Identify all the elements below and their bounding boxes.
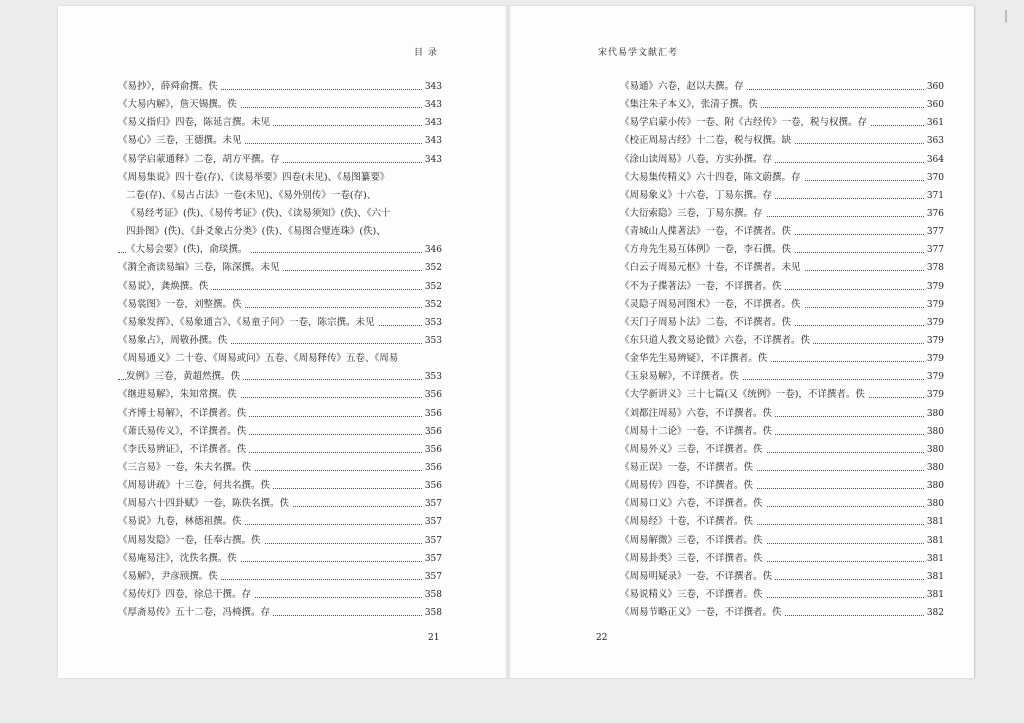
- toc-entry: [118, 278, 442, 296]
- toc-entry: [620, 350, 944, 368]
- toc-entry: [118, 205, 442, 223]
- toc-entry-title: 《大衍索隐》三卷，丁易东撰。存: [620, 205, 766, 223]
- toc-entry-page: 343: [422, 132, 442, 150]
- toc-entry-title: 《易学启蒙通释》二卷，胡方平撰。存: [118, 151, 283, 169]
- toc-entry-title: 《周易通义》二十卷、《周易或问》五卷、《周易释传》五卷、《周易: [118, 350, 401, 368]
- toc-entry-page: 379: [924, 350, 944, 368]
- toc-entry-title: 《青城山人揲著法》一卷，不详撰者。佚: [620, 223, 794, 241]
- toc-entry-title: 《继进易解》，朱知常撰。佚: [118, 386, 240, 404]
- toc-entry-title: 《大易会要》(佚)，俞琰撰。: [126, 241, 250, 259]
- toc-entry: [118, 350, 442, 368]
- toc-entry-title: 《刘都注周易》六卷，不详撰者。佚: [620, 405, 775, 423]
- right-page-header: 宋代易学文献汇考: [598, 48, 679, 58]
- toc-entry: [620, 513, 944, 531]
- toc-entry: [118, 96, 442, 114]
- toc-entry-title: 《周易十二论》一卷，不详撰者。佚: [620, 423, 775, 441]
- right-toc-column: [620, 78, 944, 622]
- toc-entry: [620, 314, 944, 332]
- toc-entry: [118, 423, 442, 441]
- toc-entry: [118, 459, 442, 477]
- toc-entry-page: 377: [924, 241, 944, 259]
- toc-entry: [620, 169, 944, 187]
- toc-entry-title: 二卷(存)、《易古占法》一卷(未见)、《易外别传》一卷(存)、: [126, 187, 379, 205]
- toc-entry: [620, 459, 944, 477]
- toc-entry-title: 《齐博士易解》，不详撰者。佚: [118, 405, 249, 423]
- left-page-header: 目 录: [414, 48, 438, 58]
- toc-entry: [118, 550, 442, 568]
- toc-entry-title: 《易正误》一卷，不详撰者。佚: [620, 459, 756, 477]
- toc-entry-page: 380: [924, 405, 944, 423]
- toc-entry-title: 《易庵易注》，沈佚名撰。佚: [118, 550, 240, 568]
- toc-entry-page: 380: [924, 477, 944, 495]
- left-page-number: 21: [428, 633, 440, 643]
- toc-entry-page: 357: [422, 568, 442, 586]
- toc-entry-page: 357: [422, 495, 442, 513]
- toc-entry-title: 《易象占》，周敬孙撰。佚: [118, 332, 230, 350]
- toc-entry: [620, 332, 944, 350]
- toc-entry-title: 《周易外义》三卷，不详撰者。佚: [620, 441, 766, 459]
- toc-entry: [620, 532, 944, 550]
- toc-entry-page: 353: [422, 368, 442, 386]
- toc-entry-page: 352: [422, 278, 442, 296]
- toc-entry-title: 《周易象义》十六卷，丁易东撰。存: [620, 187, 775, 205]
- toc-entry-title: 《李氏易辨证》，不详撰者。佚: [118, 441, 249, 459]
- toc-entry: [620, 132, 944, 150]
- toc-entry: [620, 568, 944, 586]
- toc-entry-page: 377: [924, 223, 944, 241]
- toc-entry: [118, 568, 442, 586]
- toc-entry: [118, 169, 442, 187]
- toc-entry-title: 《周易六十四卦赋》一卷，陈佚名撰。佚: [118, 495, 292, 513]
- toc-entry-page: 343: [422, 114, 442, 132]
- toc-entry-title: 《厚斋易传》五十二卷，冯椅撰。存: [118, 604, 273, 622]
- scan-mark: |: [1004, 8, 1009, 22]
- toc-entry-page: 379: [924, 296, 944, 314]
- toc-entry-page: 378: [924, 259, 944, 277]
- toc-entry: [620, 151, 944, 169]
- toc-entry-page: 343: [422, 96, 442, 114]
- toc-entry-title: 《易裳图》一卷，刘整撰。佚: [118, 296, 245, 314]
- toc-entry-title: 《易说》，龚焕撰。佚: [118, 278, 211, 296]
- toc-entry-title: 《三言易》一卷，朱夫名撰。佚: [118, 459, 254, 477]
- toc-entry-page: 361: [924, 114, 944, 132]
- toc-entry: [620, 205, 944, 223]
- toc-entry-title: 《方舟先生易互体例》一卷，李石撰。佚: [620, 241, 794, 259]
- toc-entry-page: 353: [422, 332, 442, 350]
- toc-entry-title: 四卦图》(佚)、《卦爻象占分类》(佚)、《易图合璧连珠》(佚)、: [126, 223, 389, 241]
- toc-entry-title: 《校正周易古经》十二卷，税与权撰。缺: [620, 132, 794, 150]
- toc-entry-page: 363: [924, 132, 944, 150]
- toc-entry-page: 356: [422, 386, 442, 404]
- toc-entry: [118, 114, 442, 132]
- toc-entry-title: 《周易集说》四十卷(存)、《读易举要》四卷(未见)、《易图纂要》: [118, 169, 392, 187]
- toc-entry-page: 356: [422, 441, 442, 459]
- toc-entry-page: 379: [924, 386, 944, 404]
- toc-entry-title: 《周易经》十卷，不详撰者。佚: [620, 513, 756, 531]
- toc-entry-title: 《金华先生易辨疑》，不详撰者。佚: [620, 350, 770, 368]
- toc-entry-title: 《萧氏易传义》，不详撰者。佚: [118, 423, 249, 441]
- toc-entry-page: 380: [924, 441, 944, 459]
- toc-entry-title: 《易解》，尹彦颀撰。佚: [118, 568, 221, 586]
- toc-entry-title: 《大易内解》，詹天锡撰。佚: [118, 96, 240, 114]
- toc-entry-title: 《东只道人教文易论微》六卷，不详撰者。佚: [620, 332, 813, 350]
- toc-entry: [620, 296, 944, 314]
- toc-entry: [620, 223, 944, 241]
- toc-entry-page: 352: [422, 259, 442, 277]
- toc-entry-title: 《易说》九卷，林德祖撰。佚: [118, 513, 245, 531]
- toc-entry-title: 《周易节略正义》一卷，不详撰者。佚: [620, 604, 785, 622]
- toc-entry-title: 《易义指归》四卷，陈延言撰。未见: [118, 114, 273, 132]
- toc-entry-title: 《漪全斋读易编》三卷，陈深撰。未见: [118, 259, 283, 277]
- toc-entry-page: 371: [924, 187, 944, 205]
- toc-entry-page: 357: [422, 513, 442, 531]
- toc-entry-title: 《易通》六卷，赵以夫撰。存: [620, 78, 747, 96]
- spine-fold: [505, 6, 511, 678]
- toc-entry-page: 379: [924, 278, 944, 296]
- toc-entry: [620, 495, 944, 513]
- toc-entry-title: 《易传灯》四卷，徐总干撰。存: [118, 586, 254, 604]
- toc-entry: [620, 259, 944, 277]
- toc-entry-page: 376: [924, 205, 944, 223]
- toc-entry-page: 380: [924, 423, 944, 441]
- toc-entry-page: 356: [422, 405, 442, 423]
- toc-entry-page: 380: [924, 459, 944, 477]
- toc-entry-title: 《周易发隐》一卷，任奉古撰。佚: [118, 532, 264, 550]
- toc-entry-page: 379: [924, 332, 944, 350]
- toc-entry: [620, 405, 944, 423]
- toc-entry: [118, 296, 442, 314]
- toc-entry: [118, 386, 442, 404]
- toc-entry: [620, 386, 944, 404]
- toc-entry: [620, 423, 944, 441]
- toc-entry-page: 358: [422, 604, 442, 622]
- toc-entry: [620, 241, 944, 259]
- toc-entry: [620, 114, 944, 132]
- toc-entry-title: 《易象发挥》、《易象通言》、《易童子问》一卷，陈宗撰。未见: [118, 314, 378, 332]
- toc-entry: [620, 550, 944, 568]
- toc-entry-page: 360: [924, 78, 944, 96]
- toc-entry-title: 《集注朱子本义》，张清子撰。佚: [620, 96, 761, 114]
- toc-entry-title: 《周易口义》六卷，不详撰者。佚: [620, 495, 766, 513]
- toc-entry-title: 《易说精义》三卷，不详撰者。佚: [620, 586, 766, 604]
- toc-entry-page: 346: [422, 241, 442, 259]
- toc-entry: [118, 604, 442, 622]
- toc-entry: [118, 405, 442, 423]
- toc-entry-title: 《大易集传精义》六十四卷，陈文蔚撰。存: [620, 169, 804, 187]
- toc-entry: [118, 477, 442, 495]
- toc-entry: [620, 278, 944, 296]
- toc-entry: [620, 586, 944, 604]
- toc-entry-title: 《灵隐子周易河图术》一卷，不详撰者。佚: [620, 296, 804, 314]
- toc-entry: [118, 78, 442, 96]
- toc-entry-page: 360: [924, 96, 944, 114]
- toc-entry-page: 381: [924, 532, 944, 550]
- toc-entry-title: 《大学新讲义》三十七篇(又《统例》一卷)，不详撰者。佚: [620, 386, 868, 404]
- toc-entry-title: 《涂山读周易》八卷，方实孙撰。存: [620, 151, 775, 169]
- toc-entry: [620, 368, 944, 386]
- toc-entry: [118, 441, 442, 459]
- toc-entry-title: 《玉泉易解》，不详撰者。佚: [620, 368, 742, 386]
- toc-entry-page: 356: [422, 423, 442, 441]
- toc-entry-title: 《周易解微》三卷，不详撰者。佚: [620, 532, 766, 550]
- toc-entry: [118, 532, 442, 550]
- toc-entry-page: 353: [422, 314, 442, 332]
- toc-entry-title: 《易抄》，薛舜俞撰。佚: [118, 78, 221, 96]
- toc-entry: [118, 223, 442, 241]
- toc-entry-page: 356: [422, 459, 442, 477]
- toc-entry-page: 357: [422, 532, 442, 550]
- right-page-number: 22: [596, 633, 608, 643]
- toc-entry: [118, 368, 442, 386]
- toc-entry: [118, 513, 442, 531]
- toc-entry-title: 《天门子周易卜法》二卷，不详撰者。佚: [620, 314, 794, 332]
- toc-entry-title: 《周易讲疏》十三卷，何共名撰。佚: [118, 477, 273, 495]
- toc-entry: [118, 259, 442, 277]
- toc-entry: [118, 495, 442, 513]
- toc-entry-page: 343: [422, 151, 442, 169]
- toc-entry-title: 《易学启蒙小传》一卷、附《古经传》一卷，税与权撰。存: [620, 114, 870, 132]
- toc-entry-page: 381: [924, 586, 944, 604]
- toc-entry-page: 370: [924, 169, 944, 187]
- toc-entry-title: 发例》三卷，黄超然撰。佚: [126, 368, 243, 386]
- toc-entry-title: 《周易传》四卷，不详撰者。佚: [620, 477, 756, 495]
- toc-entry-page: 382: [924, 604, 944, 622]
- toc-entry-page: 381: [924, 550, 944, 568]
- toc-entry: [118, 187, 442, 205]
- toc-entry-title: 《易经考证》(佚)、《易传考证》(佚)、《读易须知》(佚)、《六十: [126, 205, 394, 223]
- toc-entry-title: 《白云子周易元枢》十卷，不详撰者。未见: [620, 259, 804, 277]
- toc-entry: [118, 151, 442, 169]
- toc-entry: [118, 132, 442, 150]
- toc-entry-page: 380: [924, 495, 944, 513]
- toc-entry: [620, 78, 944, 96]
- toc-entry-page: 357: [422, 550, 442, 568]
- toc-entry: [118, 241, 442, 259]
- toc-entry: [620, 187, 944, 205]
- toc-entry: [620, 604, 944, 622]
- toc-entry-title: 《周易卦类》三卷，不详撰者。佚: [620, 550, 766, 568]
- toc-entry-title: 《周易明疑录》一卷，不详撰者。佚: [620, 568, 775, 586]
- toc-entry-page: 343: [422, 78, 442, 96]
- toc-entry-title: 《易心》三卷，王德撰。未见: [118, 132, 245, 150]
- toc-entry-page: 364: [924, 151, 944, 169]
- toc-entry-title: 《不为子揲著法》一卷，不详撰者。佚: [620, 278, 785, 296]
- toc-entry: [118, 332, 442, 350]
- toc-entry: [620, 96, 944, 114]
- toc-entry: [620, 441, 944, 459]
- toc-entry: [620, 477, 944, 495]
- toc-entry-page: 381: [924, 568, 944, 586]
- toc-entry-page: 379: [924, 314, 944, 332]
- toc-entry-page: 379: [924, 368, 944, 386]
- toc-entry-page: 352: [422, 296, 442, 314]
- toc-entry-page: 358: [422, 586, 442, 604]
- toc-entry-page: 381: [924, 513, 944, 531]
- toc-entry: [118, 314, 442, 332]
- toc-entry-page: 356: [422, 477, 442, 495]
- toc-entry: [118, 586, 442, 604]
- left-toc-column: [118, 78, 442, 622]
